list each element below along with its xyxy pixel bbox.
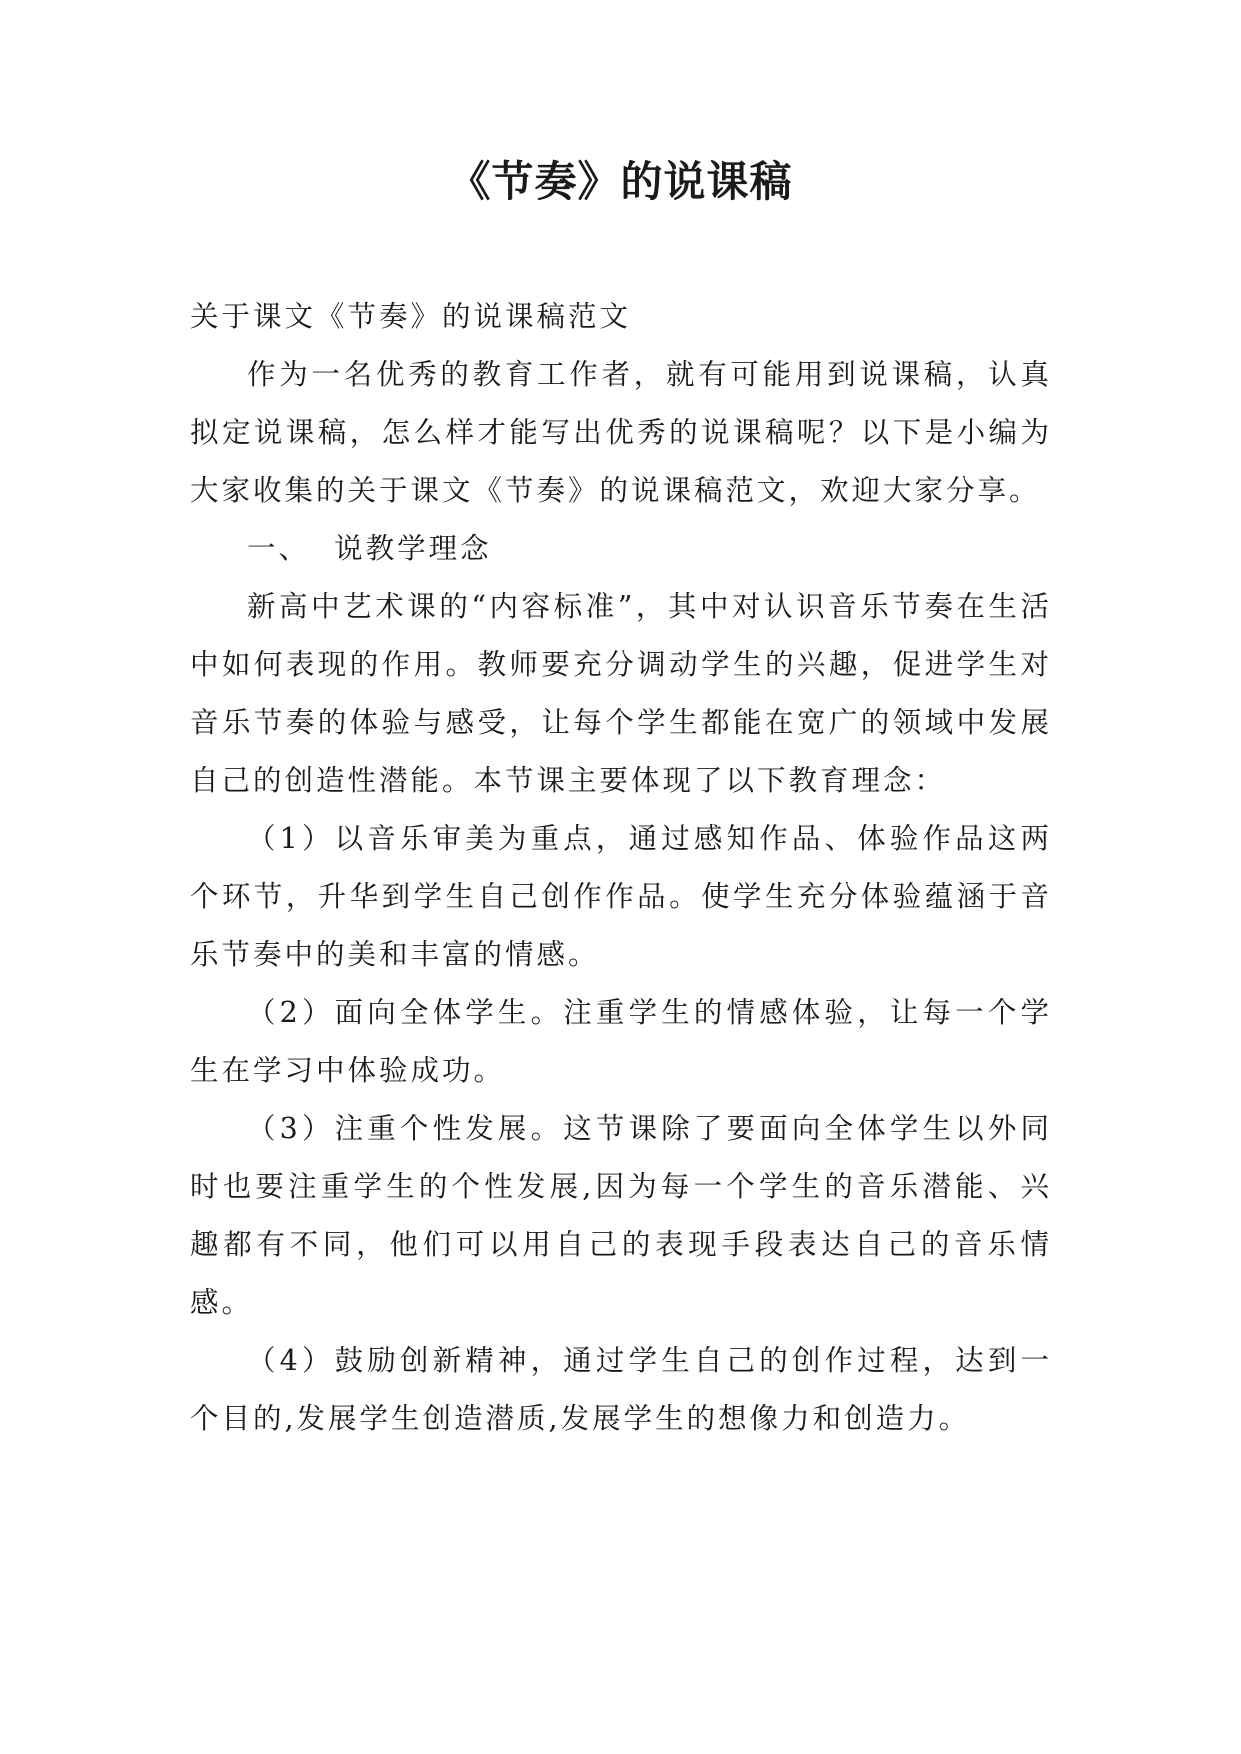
body-paragraph-standards: 新高中艺术课的“内容标准”，其中对认识音乐节奏在生活中如何表现的作用。教师要充分调动学生的兴趣，促进学生对音乐节奏的体验与感受，让每个学生都能在宽广的领域中发展自己的创造性潜能。本节课主要体现了以下教育理念： [190, 590, 1052, 797]
section-heading-teaching-philosophy: 一、 说教学理念 [247, 532, 492, 565]
list-item-3: （3）注重个性发展。这节课除了要面向全体学生以外同时也要注重学生的个性发展,因为每一个学生的音乐潜能、兴趣都有不同，他们可以用自己的表现手段表达自己的音乐情感。 [190, 1112, 1052, 1319]
list-item-4: （4）鼓励创新精神，通过学生自己的创作过程，达到一个目的,发展学生创造潜质,发展学生的想像力和创造力。 [190, 1344, 1052, 1435]
intro-line: 关于课文《节奏》的说课稿范文 [190, 300, 632, 333]
list-item-2: （2）面向全体学生。注重学生的情感体验，让每一个学生在学习中体验成功。 [190, 996, 1052, 1087]
document-body [190, 288, 1052, 1448]
intro-paragraph: 作为一名优秀的教育工作者，就有可能用到说课稿，认真拟定说课稿，怎么样才能写出优秀的说课稿呢？以下是小编为大家收集的关于课文《节奏》的说课稿范文，欢迎大家分享。 [190, 358, 1052, 507]
document-title: 《节奏》的说课稿 [448, 157, 793, 206]
list-item-1: （1）以音乐审美为重点，通过感知作品、体验作品这两个环节，升华到学生自己创作作品。使学生充分体验蕴涵于音乐节奏中的美和丰富的情感。 [190, 822, 1052, 971]
